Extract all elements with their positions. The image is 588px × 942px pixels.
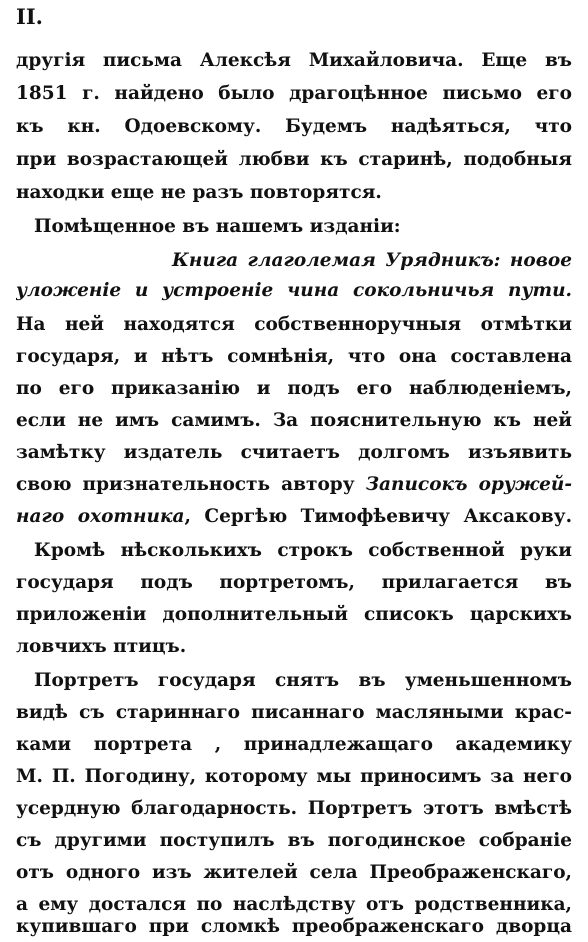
- text-line: [16, 145, 572, 175]
- text-segment: усердную благодарность. Портретъ этотъ вмѣстѣ: [16, 798, 572, 819]
- text-segment: свою признательность автору: [16, 474, 366, 495]
- text-segment: Кромѣ нѣсколькихъ строкъ собственной руки: [34, 540, 572, 561]
- text-line: [16, 826, 572, 856]
- text-line: [16, 600, 572, 630]
- text-line: [16, 246, 572, 276]
- text-segment: а ему достался по наслѣдству отъ родственника,: [16, 894, 572, 915]
- text-segment: замѣтку издатель считаетъ долгомъ изъявить: [16, 442, 572, 463]
- text-line: [16, 858, 572, 888]
- text-line: [16, 502, 572, 532]
- text-segment: къ кн. Одоевскому. Будемъ надѣяться, что: [16, 116, 572, 137]
- text-line: [16, 178, 572, 208]
- text-line: [16, 46, 572, 76]
- text-segment: государя, и нѣтъ сомнѣнія, что она составлена: [16, 346, 572, 367]
- page-number: II.: [16, 4, 43, 29]
- text-segment: На ней находятся собственноручныя отмѣтки: [16, 314, 572, 335]
- text-segment: , Сергѣю Тимофѣевичу Аксакову.: [184, 506, 572, 527]
- italic-text-segment: уложеніе и устроеніе чина сокольничья пути.: [16, 280, 572, 301]
- text-line: [16, 762, 572, 792]
- text-line: [16, 438, 572, 468]
- text-line: [16, 912, 572, 942]
- text-segment: государя подъ портретомъ, прилагается въ: [16, 572, 572, 593]
- text-segment: Помѣщенное въ нашемъ изданіи:: [34, 216, 401, 237]
- text-line: [16, 79, 572, 109]
- text-segment: ками портрета , принадлежащаго академику: [16, 734, 572, 755]
- text-line: [16, 212, 572, 242]
- text-line: [16, 536, 572, 566]
- text-segment: находки еще не разъ повторятся.: [16, 182, 382, 203]
- text-line: [16, 632, 572, 662]
- text-segment: при возрастающей любви къ старинѣ, подобныя: [16, 149, 572, 170]
- text-line: [16, 276, 572, 306]
- text-line: [16, 568, 572, 598]
- text-segment: по его приказанію и подъ его наблюденіемъ,: [16, 378, 572, 399]
- text-segment: если не имъ самимъ. За пояснительную къ ней: [16, 410, 572, 431]
- text-line: [16, 310, 572, 340]
- text-line: [16, 698, 572, 728]
- text-segment: Портретъ государя снятъ въ уменьшенномъ: [34, 670, 572, 691]
- text-segment: отъ одного изъ жителей села Преображенскаго,: [16, 862, 572, 883]
- text-line: [16, 470, 572, 500]
- text-line: [16, 666, 572, 696]
- text-segment: 1851 г. найдено было драгоцѣнное письмо его: [16, 83, 572, 104]
- text-line: [16, 374, 572, 404]
- text-segment: съ другими поступилъ въ погодинское собраніе: [16, 830, 572, 851]
- italic-text-segment: Книга глаголемая Урядникъ: новое: [172, 250, 572, 271]
- text-line: [16, 342, 572, 372]
- text-segment: ловчихъ птицъ.: [16, 636, 187, 657]
- text-line: [16, 112, 572, 142]
- text-segment: М. П. Погодину, которому мы приносимъ за него: [16, 766, 572, 787]
- text-line: [16, 794, 572, 824]
- text-line: [16, 406, 572, 436]
- italic-text-segment: наго охотника: [16, 506, 185, 527]
- text-line: [16, 730, 572, 760]
- text-segment: купившаго при сломкѣ преображенскаго дворца: [16, 916, 572, 937]
- text-segment: видѣ съ стариннаго писаннаго масляными крас-: [16, 702, 572, 723]
- text-segment: другія письма Алексѣя Михайловича. Еще въ: [16, 50, 572, 71]
- text-segment: приложеніи дополнительный списокъ царскихъ: [16, 604, 572, 625]
- italic-text-segment: Записокъ оружей-: [365, 474, 572, 495]
